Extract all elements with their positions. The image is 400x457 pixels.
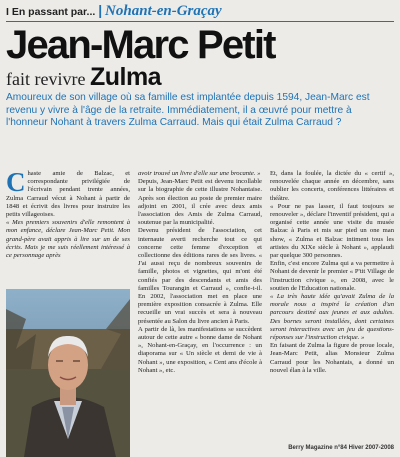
headline-prefix: fait revivre (6, 69, 86, 89)
col2-paragraph-2: Depuis, Jean-Marc Petit est devenu incollable sur la biographie de cette illustre Nohantaise. Après son élection au poste de premier maire adjoint en 2001, il crée avec deux amis l'association des Amis de Zulma Carraud, soutenue par la municipalité. (138, 178, 262, 227)
portrait-illustration (6, 289, 130, 457)
col1-paragraph-2: « Mes premiers souvenirs d'elle remontent à mon enfance, déclare Jean-Marc Petit. Mon grand-père avait appris à lire sur un de ses écrits. Mais je me suis réellement intéressé à ce personnage après (6, 219, 130, 260)
rubric-separator: | (98, 2, 103, 18)
col2-paragraph-3: Devenu président de l'association, cet internaute averti recherche tout ce qui concerne cette femme d'exception et collectionne des éditions rares de ses livres. « J'ai aussi reçu de nombreux souvenirs de famille, photos et vignettes, qui m'ont été confiés par des descendants et amis des familles Tourangin et Carraud », confie-t-il. En 2002, l'association met en place une première exposition consacrée à Zulma. Elle recueille un vrai succès et sera à nouveau présentée au Salon du livre ancien à Paris. (138, 227, 262, 325)
col3-paragraph-3: Enfin, c'est encore Zulma qui a va permettre à Nohant de devenir le premier « P'tit Village de l'instruction civique », en 2008, avec le soutien de l'Education nationale. (270, 260, 394, 292)
article-column-1 (6, 167, 130, 260)
headline-name: Zulma (89, 63, 162, 91)
col3-paragraph-5: En faisant de Zulma la figure de proue locale, Jean-Marc Petit, alias Monsieur Zulma Carraud pour les Nohantais, a donné un nouvel élan à la ville. (270, 342, 394, 374)
col1-paragraph-1: haste amie de Balzac, et correspondante privilégiée de l'écrivain pendant trente années, Zulma Carraud vécut à Nohant à partir de 1848 et écrivit des livres pour instruire les petits villageoises. (6, 170, 130, 219)
headline-subline (6, 63, 162, 91)
article-column-3 (270, 170, 394, 375)
col3-paragraph-2: « Pour ne pas lasser, il faut toujours se renouveler », déclare l'inventif président, qui a organisé cette année une visite du musée Balzac à Paris et mis sur pied un one man show, « Zulma et Balzac intiment tous les artistes du XIXe siècle à Nohant », applaudi par quelque 300 personnes. (270, 202, 394, 260)
section-rubric (6, 2, 222, 20)
magazine-footer: Berry Magazine n°84 Hiver 2007-2008 (288, 445, 394, 451)
drop-cap: C (6, 167, 26, 197)
article-column-2 (138, 170, 262, 375)
header-rule (6, 21, 394, 22)
portrait-photo (6, 289, 130, 457)
photo-credit: © Georges Pasca (0, 400, 4, 430)
lead-paragraph: Amoureux de son village où sa famille est implantée depuis 1594, Jean-Marc est revenu y vivre à l'âge de la retraite. Immédiatement, il a œuvré pour mettre à l'honneur Nohant à travers Zulma Carraud. Mais qui était Zulma Carraud ? (6, 92, 370, 128)
col2-paragraph-1: avoir trouvé un livre d'elle sur une brocante. » (138, 170, 261, 177)
col2-paragraph-4: A partir de là, les manifestations se succèdent autour de cette autre « bonne dame de Nohant », Nohant-en-Graçay, en l'occurrence : un diaporama sur « Un siècle et demi de vie à Nohant », une exposition, « Cent ans d'école à Nohant », etc. (138, 325, 262, 374)
rubric-place: Nohant-en-Graçay (105, 3, 222, 19)
col3-paragraph-1: Et, dans la foulée, la dictée du « certif », renouvelée chaque année en décembre, sans oublier les concerts, conférences littéraires et théâtre. (270, 170, 394, 202)
rubric-label: I En passant par... (6, 6, 96, 18)
headline: Jean-Marc Petit (6, 23, 275, 67)
col3-paragraph-4: « La très haute idée qu'avait Zulma de la morale nous a inspiré la création d'un parcours destiné aux jeunes et aux adultes. Des bornes seront installées, dont certaines seront interactives avec un jeu de questions-réponses sur l'instruction civique. » (270, 293, 394, 342)
